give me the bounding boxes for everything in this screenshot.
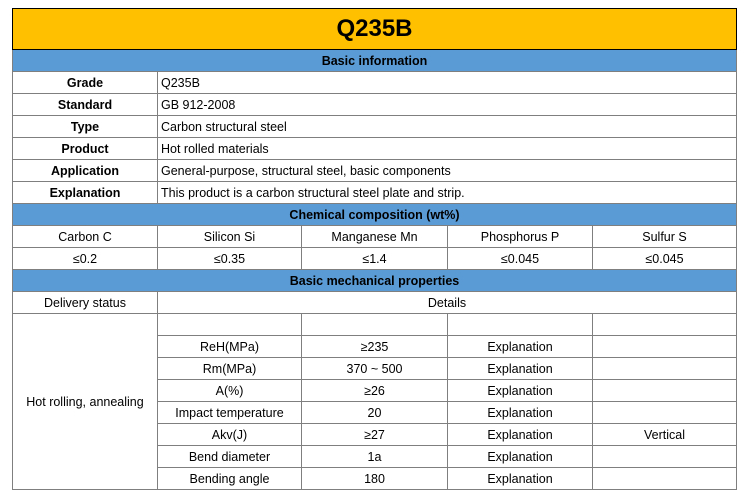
property-name: Akv(J) [158,424,302,446]
info-value: General-purpose, structural steel, basic components [158,160,737,182]
section-heading-chemical-composition: Chemical composition (wt%) [13,204,737,226]
property-explanation: Explanation [448,336,593,358]
delivery-status-label: Delivery status [13,292,158,314]
property-explanation: Explanation [448,402,593,424]
info-value: Q235B [158,72,737,94]
element-value: ≤0.35 [158,248,302,270]
spacer-cell [158,314,302,336]
element-header: Phosphorus P [448,226,593,248]
mechanical-row [13,314,737,336]
property-name: ReH(MPa) [158,336,302,358]
info-label: Standard [13,94,158,116]
property-name: Bend diameter [158,446,302,468]
property-value: 370 ~ 500 [302,358,448,380]
property-note [593,446,737,468]
info-row [13,116,737,138]
info-value: Hot rolled materials [158,138,737,160]
property-note: Vertical [593,424,737,446]
section-row [13,50,737,72]
property-value: ≥26 [302,380,448,402]
property-name: Bending angle [158,468,302,490]
property-note [593,468,737,490]
section-row [13,204,737,226]
property-value: ≥27 [302,424,448,446]
section-heading-mechanical-properties: Basic mechanical properties [13,270,737,292]
chemical-header-row [13,226,737,248]
info-value: Carbon structural steel [158,116,737,138]
section-row [13,270,737,292]
info-row [13,182,737,204]
info-label: Type [13,116,158,138]
info-row [13,72,737,94]
title-row [13,9,737,50]
element-value: ≤0.045 [448,248,593,270]
info-label: Product [13,138,158,160]
element-header: Carbon C [13,226,158,248]
property-name: A(%) [158,380,302,402]
property-note [593,402,737,424]
element-value: ≤0.2 [13,248,158,270]
info-label: Explanation [13,182,158,204]
property-name: Impact temperature [158,402,302,424]
property-explanation: Explanation [448,468,593,490]
property-note [593,358,737,380]
element-header: Manganese Mn [302,226,448,248]
property-value: 20 [302,402,448,424]
info-label: Application [13,160,158,182]
property-name: Rm(MPa) [158,358,302,380]
details-label: Details [158,292,737,314]
info-label: Grade [13,72,158,94]
info-value: This product is a carbon structural steel plate and strip. [158,182,737,204]
section-heading-basic-information: Basic information [13,50,737,72]
sheet-title: Q235B [13,9,737,50]
property-note [593,336,737,358]
info-row [13,138,737,160]
delivery-header-row [13,292,737,314]
info-row [13,94,737,116]
property-value: 1a [302,446,448,468]
property-explanation: Explanation [448,358,593,380]
element-header: Silicon Si [158,226,302,248]
spec-sheet-table [12,8,737,490]
chemical-value-row [13,248,737,270]
delivery-state: Hot rolling, annealing [13,314,158,490]
spacer-cell [448,314,593,336]
spacer-cell [593,314,737,336]
element-value: ≤0.045 [593,248,737,270]
spacer-cell [302,314,448,336]
property-explanation: Explanation [448,380,593,402]
property-note [593,380,737,402]
property-explanation: Explanation [448,446,593,468]
property-value: 180 [302,468,448,490]
element-value: ≤1.4 [302,248,448,270]
property-value: ≥235 [302,336,448,358]
element-header: Sulfur S [593,226,737,248]
info-row [13,160,737,182]
property-explanation: Explanation [448,424,593,446]
info-value: GB 912-2008 [158,94,737,116]
